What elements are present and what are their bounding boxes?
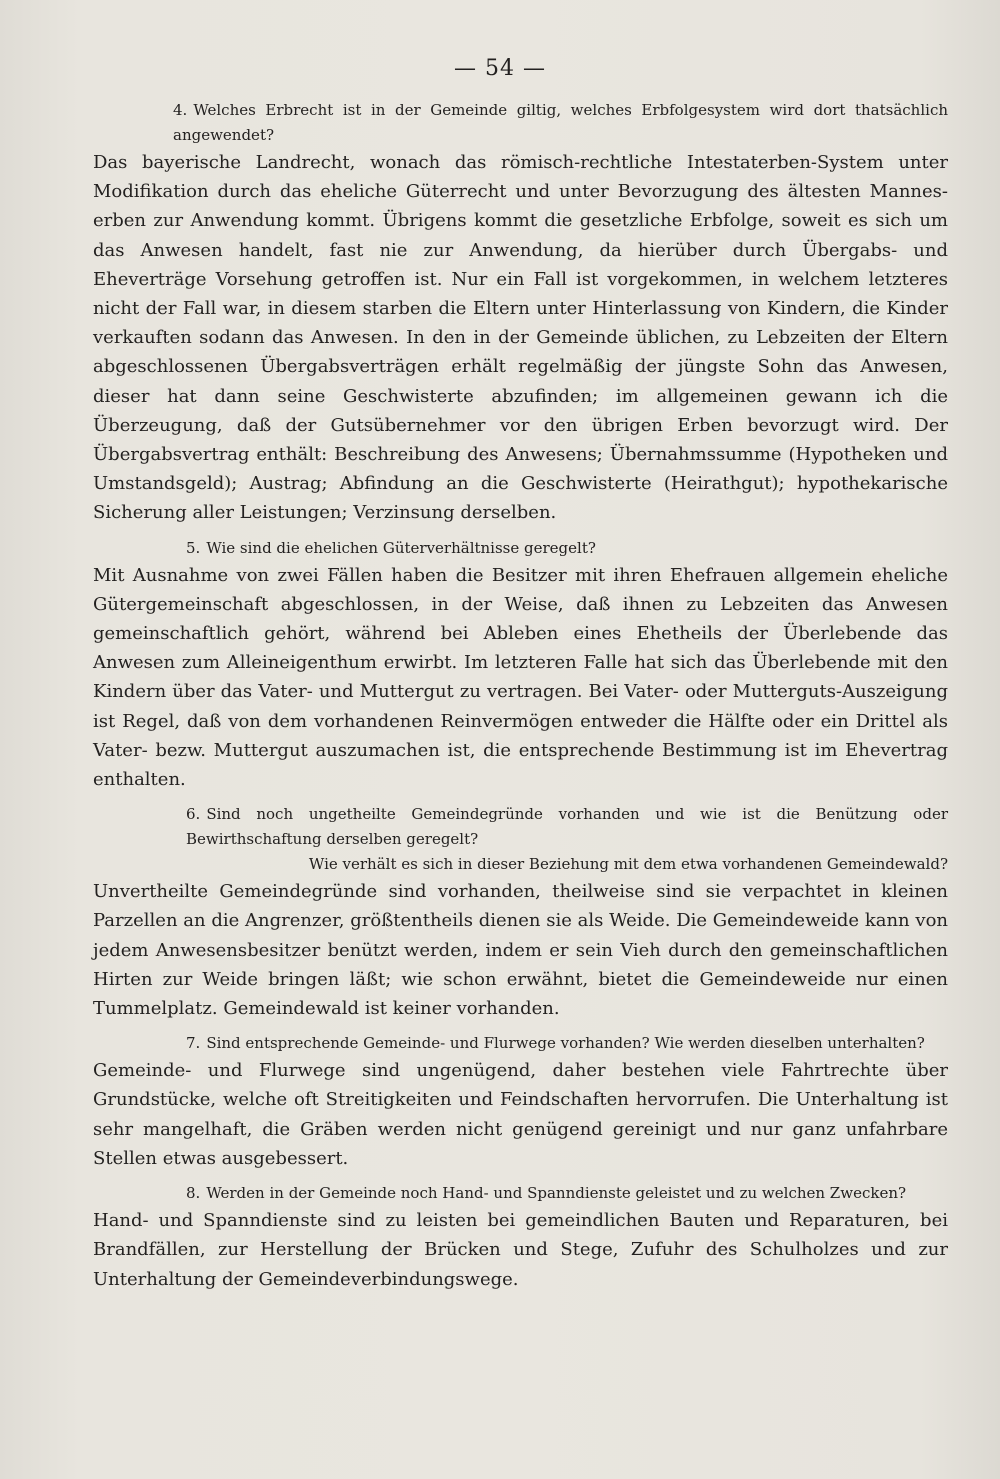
question-8 <box>186 1181 948 1206</box>
question-6-sub: Wie verhält es sich in dieser Beziehung mit dem etwa vorhandenen Gemeindewald? <box>308 855 948 874</box>
section-4 <box>93 98 948 528</box>
question-number: 4. <box>173 101 188 119</box>
answer-7: Gemeinde- und Flurwege sind ungenügend, daher bestehen viele Fahrtrechte über Grundstücke, welche oft Streitigkeiten und Feindschaften hervorrufen. Die Unterhaltung ist sehr mangelhaft, die Gräben werden nicht genügend gereinigt und nur ganz unfahrbare Stellen etwas ausgebessert. <box>93 1060 948 1169</box>
page-number: — 54 — <box>454 56 546 81</box>
question-4 <box>173 98 948 148</box>
section-6 <box>93 802 948 1023</box>
answer-8: Hand- und Spanndienste sind zu leisten bei gemeindlichen Bauten und Reparaturen, bei Brandfällen, zur Herstellung der Brücken und Stege, Zufuhr des Schulholzes und zur Unterhaltung der Gemeindeverbindungswege. <box>93 1210 948 1290</box>
question-number: 5. <box>186 538 201 557</box>
question-text: Werden in der Gemeinde noch Hand- und Spanndienste geleistet und zu welchen Zwecken? <box>206 1184 907 1203</box>
answer-4: Das bayerische Landrecht, wonach das römisch-rechtliche Intestaterben-System unter Modifikation durch das eheliche Güterrecht und unter Bevorzugung des ältesten Mannes-erben zur Anwendung kommt. Übrigens kommt die gesetzliche Erbfolge, soweit es sich um das Anwesen handelt, fast nie zur Anwendung, da hierüber durch Übergabs- und Eheverträge Vorsehung getroffen ist. Nur ein Fall ist vorgekommen, in welchem letzteres nicht der Fall war, in diesem starben die Eltern unter Hinterlassung von Kindern, die Kinder verkauften sodann das Anwesen. In den in der Gemeinde üblichen, zu Lebzeiten der Eltern abgeschlossenen Übergabsverträgen erhält regelmäßig der jüngste Sohn das Anwesen, dieser hat dann seine Geschwisterte abzufinden; im allgemeinen gewann ich die Überzeugung, daß der Gutsübernehmer vor den übrigen Erben bevorzugt wird. Der Übergabsvertrag enthält: Beschreibung des Anwesens; Übernahmssumme (Hypotheken und Umstandsgeld); Austrag; Abfindung an die Geschwisterte (Heirathgut); hypothekarische Sicherung aller Leistungen; Verzinsung derselben. <box>93 152 948 524</box>
question-5 <box>186 536 948 561</box>
answer-5: Mit Ausnahme von zwei Fällen haben die Besitzer mit ihren Ehefrauen allgemein eheliche Gütergemeinschaft abgeschlossen, in der Weise, daß ihnen zu Lebzeiten das Anwesen gemeinschaftlich gehört, während bei Ableben eines Ehetheils der Überlebende das Anwesen zum Alleineigenthum erwirbt. Im letzteren Falle hat sich das Überlebende mit den Kindern über das Vater- und Muttergut zu vertragen. Bei Vater- oder Mutterguts-Auszeigung ist Regel, daß von dem vorhandenen Reinvermögen entweder die Hälfte oder ein Drittel als Vater- bezw. Muttergut auszumachen ist, die entsprechende Bestimmung ist im Ehevertrag enthalten. <box>93 564 948 791</box>
question-text: Sind entsprechende Gemeinde- und Flurwege vorhanden? Wie werden dieselben unterhalten? <box>206 1034 925 1053</box>
page-content <box>93 98 948 1294</box>
question-text: Sind noch ungetheilte Gemeindegründe vorhanden und wie ist die Benützung oder Bewirthschaftung derselben geregelt? <box>186 805 948 849</box>
question-number: 6. <box>186 805 201 824</box>
question-text: Wie sind die ehelichen Güterverhältnisse geregelt? <box>206 538 596 557</box>
question-text: Welches Erbrecht ist in der Gemeinde giltig, welches Erbfolgesystem wird dort thatsächlich angewendet? <box>173 101 948 144</box>
question-7 <box>186 1031 948 1056</box>
section-5 <box>93 536 948 795</box>
question-number: 7. <box>186 1034 201 1053</box>
section-8 <box>93 1181 948 1294</box>
question-6 <box>186 802 948 852</box>
answer-6: Unvertheilte Gemeindegründe sind vorhanden, theilweise sind sie verpachtet in kleinen Parzellen an die Angrenzer, größtentheils dienen sie als Weide. Die Gemeindeweide kann von jedem Anwesensbesitzer benützt werden, indem er sein Vieh durch den gemeinschaftlichen Hirten zur Weide bringen läßt; wie schon erwähnt, bietet die Gemeindeweide nur einen Tummelplatz. Gemeindewald ist keiner vorhanden. <box>93 881 948 1020</box>
question-number: 8. <box>186 1184 201 1203</box>
section-7 <box>93 1031 948 1173</box>
